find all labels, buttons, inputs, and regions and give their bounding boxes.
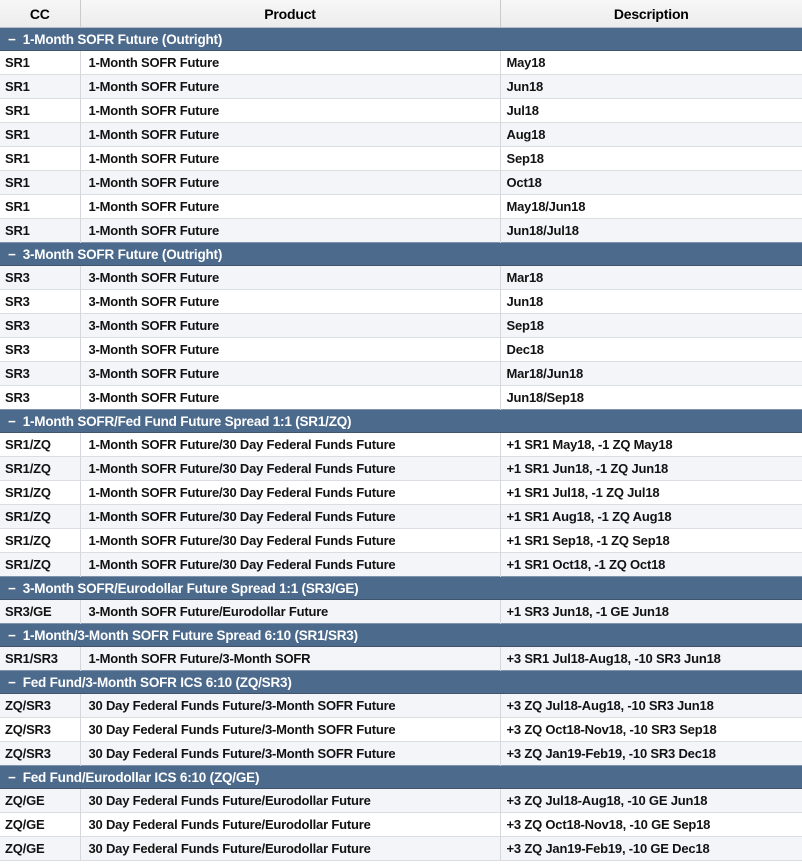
cell-cc: SR1/ZQ <box>0 505 80 529</box>
cell-description: +3 ZQ Oct18-Nov18, -10 SR3 Sep18 <box>506 722 717 737</box>
cell-description: Jun18 <box>506 294 544 309</box>
table-row[interactable] <box>0 457 802 481</box>
column-header-product[interactable]: Product <box>80 0 500 28</box>
cell-description: Dec18 <box>506 342 544 357</box>
cell-product: 3-Month SOFR Future <box>80 290 500 314</box>
cell-description: Jun18/Sep18 <box>506 390 584 405</box>
collapse-minus-icon[interactable]: − <box>8 627 16 643</box>
cell-cc: ZQ/GE <box>0 789 80 813</box>
table-row[interactable] <box>0 75 802 99</box>
cell-product: 1-Month SOFR Future/3-Month SOFR <box>80 647 500 671</box>
cell-product: 1-Month SOFR Future <box>80 219 500 243</box>
section-header-row[interactable] <box>0 624 802 647</box>
cell-product: 3-Month SOFR Future <box>80 362 500 386</box>
cell-cc: SR1 <box>0 219 80 243</box>
cell-product: 1-Month SOFR Future <box>80 51 500 75</box>
cell-product: 1-Month SOFR Future/30 Day Federal Funds Future <box>80 505 500 529</box>
cell-product: 1-Month SOFR Future/30 Day Federal Funds Future <box>80 457 500 481</box>
section-title: 1-Month SOFR Future (Outright) <box>22 31 223 47</box>
table-row[interactable] <box>0 99 802 123</box>
cell-cc: SR1/SR3 <box>0 647 80 671</box>
cell-cc: SR1/ZQ <box>0 553 80 577</box>
cell-cc: ZQ/GE <box>0 837 80 861</box>
cell-description: +3 ZQ Jul18-Aug18, -10 SR3 Jun18 <box>506 698 714 713</box>
cell-description: Mar18 <box>506 270 544 285</box>
cell-product: 30 Day Federal Funds Future/3-Month SOFR Future <box>80 742 500 766</box>
cell-product: 3-Month SOFR Future <box>80 338 500 362</box>
cell-description: +1 SR3 Jun18, -1 GE Jun18 <box>506 604 669 619</box>
cell-cc: SR1 <box>0 171 80 195</box>
cell-product: 1-Month SOFR Future/30 Day Federal Funds Future <box>80 433 500 457</box>
table-row[interactable] <box>0 314 802 338</box>
table-row[interactable] <box>0 123 802 147</box>
table-row[interactable] <box>0 505 802 529</box>
table-row[interactable] <box>0 147 802 171</box>
table-header-row <box>0 0 802 28</box>
cell-cc: SR3/GE <box>0 600 80 624</box>
cell-cc: SR3 <box>0 386 80 410</box>
table-row[interactable] <box>0 553 802 577</box>
cell-description: Sep18 <box>506 151 544 166</box>
cell-product: 1-Month SOFR Future <box>80 171 500 195</box>
cell-cc: SR1 <box>0 51 80 75</box>
collapse-minus-icon[interactable]: − <box>8 674 16 690</box>
cell-description: +3 ZQ Jan19-Feb19, -10 GE Dec18 <box>506 841 710 856</box>
cell-cc: SR1 <box>0 195 80 219</box>
section-title: 1-Month SOFR/Fed Fund Future Spread 1:1 (SR1/ZQ) <box>22 413 352 429</box>
cell-description: +3 SR1 Jul18-Aug18, -10 SR3 Jun18 <box>506 651 721 666</box>
section-title: 1-Month/3-Month SOFR Future Spread 6:10 (SR1/SR3) <box>22 627 358 643</box>
table-row[interactable] <box>0 290 802 314</box>
table-row[interactable] <box>0 529 802 553</box>
cell-product: 30 Day Federal Funds Future/Eurodollar Future <box>80 789 500 813</box>
table-row[interactable] <box>0 481 802 505</box>
table-row[interactable] <box>0 219 802 243</box>
section-title: Fed Fund/Eurodollar ICS 6:10 (ZQ/GE) <box>22 769 260 785</box>
section-header-row[interactable] <box>0 243 802 266</box>
table-row[interactable] <box>0 647 802 671</box>
cell-cc: SR1/ZQ <box>0 529 80 553</box>
cell-cc: SR1 <box>0 147 80 171</box>
cell-product: 30 Day Federal Funds Future/Eurodollar Future <box>80 813 500 837</box>
cell-description: Jun18/Jul18 <box>506 223 579 238</box>
cell-description: +1 SR1 Sep18, -1 ZQ Sep18 <box>506 533 670 548</box>
cell-description: +1 SR1 Jul18, -1 ZQ Jul18 <box>506 485 660 500</box>
cell-cc: SR1 <box>0 75 80 99</box>
cell-description: May18 <box>506 55 546 70</box>
section-header-row[interactable] <box>0 766 802 789</box>
table-row[interactable] <box>0 789 802 813</box>
cell-description: +3 ZQ Jan19-Feb19, -10 SR3 Dec18 <box>506 746 716 761</box>
section-title: 3-Month SOFR/Eurodollar Future Spread 1:1 (SR3/GE) <box>22 580 359 596</box>
section-header-row[interactable] <box>0 671 802 694</box>
cell-cc: SR3 <box>0 290 80 314</box>
column-header-cc[interactable]: CC <box>0 0 80 28</box>
cell-description: +3 ZQ Jul18-Aug18, -10 GE Jun18 <box>506 793 708 808</box>
cell-cc: SR3 <box>0 338 80 362</box>
cell-cc: SR3 <box>0 314 80 338</box>
collapse-minus-icon[interactable]: − <box>8 769 16 785</box>
cell-description: +1 SR1 Oct18, -1 ZQ Oct18 <box>506 557 666 572</box>
table-row[interactable] <box>0 171 802 195</box>
cell-description: +3 ZQ Oct18-Nov18, -10 GE Sep18 <box>506 817 711 832</box>
cell-product: 1-Month SOFR Future/30 Day Federal Funds Future <box>80 553 500 577</box>
cell-cc: ZQ/SR3 <box>0 694 80 718</box>
table-row[interactable] <box>0 694 802 718</box>
section-title: Fed Fund/3-Month SOFR ICS 6:10 (ZQ/SR3) <box>22 674 292 690</box>
cell-description: Oct18 <box>506 175 542 190</box>
column-header-description[interactable]: Description <box>500 0 802 28</box>
table-row[interactable] <box>0 433 802 457</box>
cell-description: Aug18 <box>506 127 546 142</box>
cell-product: 1-Month SOFR Future/30 Day Federal Funds Future <box>80 481 500 505</box>
table-row[interactable] <box>0 266 802 290</box>
section-title: 3-Month SOFR Future (Outright) <box>22 246 223 262</box>
collapse-minus-icon[interactable]: − <box>8 31 16 47</box>
cell-description: Mar18/Jun18 <box>506 366 584 381</box>
table-row[interactable] <box>0 837 802 861</box>
table-row[interactable] <box>0 51 802 75</box>
cell-cc: SR3 <box>0 362 80 386</box>
section-header-row[interactable] <box>0 410 802 433</box>
cell-description: May18/Jun18 <box>506 199 586 214</box>
table-row[interactable] <box>0 742 802 766</box>
cell-product: 30 Day Federal Funds Future/3-Month SOFR Future <box>80 718 500 742</box>
table-row[interactable] <box>0 195 802 219</box>
cell-cc: SR3 <box>0 266 80 290</box>
cell-product: 30 Day Federal Funds Future/3-Month SOFR Future <box>80 694 500 718</box>
cell-product: 1-Month SOFR Future <box>80 75 500 99</box>
cell-cc: ZQ/GE <box>0 813 80 837</box>
cell-cc: SR1 <box>0 123 80 147</box>
cell-description: +1 SR1 May18, -1 ZQ May18 <box>506 437 673 452</box>
cell-description: Sep18 <box>506 318 544 333</box>
cell-cc: ZQ/SR3 <box>0 718 80 742</box>
cell-product: 30 Day Federal Funds Future/Eurodollar Future <box>80 837 500 861</box>
cell-product: 3-Month SOFR Future/Eurodollar Future <box>80 600 500 624</box>
section-header-row[interactable] <box>0 577 802 600</box>
cell-cc: ZQ/SR3 <box>0 742 80 766</box>
cell-product: 1-Month SOFR Future <box>80 195 500 219</box>
collapse-minus-icon[interactable]: − <box>8 413 16 429</box>
cell-cc: SR1/ZQ <box>0 457 80 481</box>
cell-cc: SR1/ZQ <box>0 433 80 457</box>
cell-description: +1 SR1 Aug18, -1 ZQ Aug18 <box>506 509 672 524</box>
cell-product: 1-Month SOFR Future <box>80 147 500 171</box>
cell-product: 3-Month SOFR Future <box>80 314 500 338</box>
table-row[interactable] <box>0 813 802 837</box>
cell-cc: SR1/ZQ <box>0 481 80 505</box>
cell-description: Jun18 <box>506 79 544 94</box>
cell-cc: SR1 <box>0 99 80 123</box>
cell-product: 1-Month SOFR Future <box>80 99 500 123</box>
cell-product: 1-Month SOFR Future/30 Day Federal Funds Future <box>80 529 500 553</box>
table-row[interactable] <box>0 718 802 742</box>
cell-product: 3-Month SOFR Future <box>80 266 500 290</box>
cell-description: +1 SR1 Jun18, -1 ZQ Jun18 <box>506 461 669 476</box>
cell-product: 1-Month SOFR Future <box>80 123 500 147</box>
table-row[interactable] <box>0 338 802 362</box>
table-row[interactable] <box>0 386 802 410</box>
section-header-row[interactable] <box>0 28 802 51</box>
collapse-minus-icon[interactable]: − <box>8 580 16 596</box>
cell-description: Jul18 <box>506 103 539 118</box>
table-row[interactable] <box>0 362 802 386</box>
table-row[interactable] <box>0 600 802 624</box>
collapse-minus-icon[interactable]: − <box>8 246 16 262</box>
cell-product: 3-Month SOFR Future <box>80 386 500 410</box>
